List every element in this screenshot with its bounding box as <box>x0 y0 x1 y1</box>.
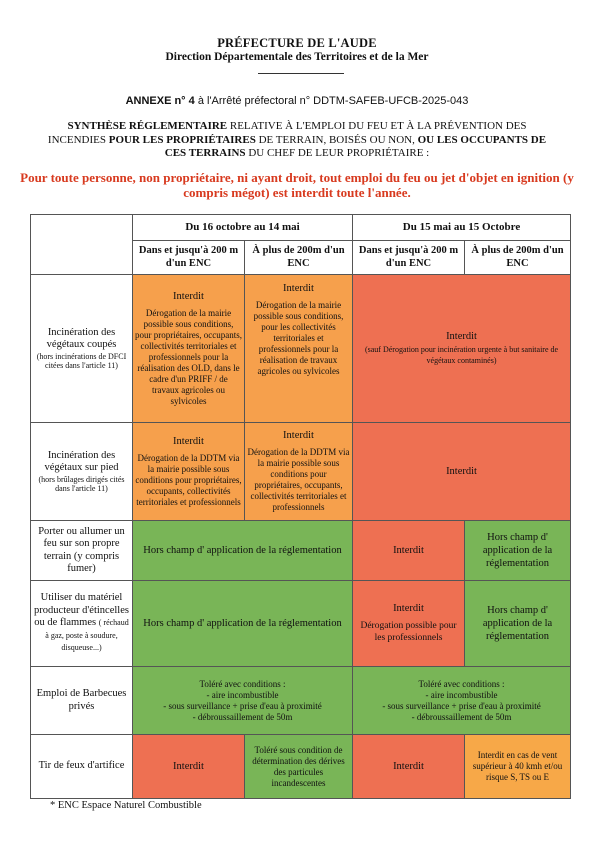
cell-status <box>133 275 245 423</box>
cell-text: Dérogation de la DDTM via la mairie possible sous conditions pour propriétaires, occupants, collectivités territoriales et professionnels <box>247 447 350 512</box>
row-label-materiel <box>31 581 133 667</box>
cell-title: Interdit <box>283 430 314 441</box>
row-label-text: Utiliser du matériel producteur d'étincelles ou de flammes <box>34 592 129 629</box>
cell-status: Toléré sous condition de détermination des dérives des particules incandescentes <box>245 735 353 799</box>
cell-text: Dérogation de la mairie possible sous conditions, pour propriétaires, occupants, collectivités territoriales et professionnels pour la réalisation des OLD, dans le cadre d'un PRIFF / de travaux agricoles ou sylvicoles <box>135 307 242 406</box>
footnote: * ENC Espace Naturel Combustible <box>50 800 202 811</box>
table-row <box>31 667 571 735</box>
cell-title: Interdit <box>173 290 204 302</box>
cell-status <box>353 581 465 667</box>
synthese-t1: RELATIVE À L'EMPLOI DU FEU ET À LA PRÉVENTION DES INCENDIES <box>47 120 527 146</box>
synthese-title <box>40 120 554 161</box>
cell-title: Interdit <box>173 435 204 447</box>
cell-status: Hors champ d' application de la réglementation <box>133 521 353 581</box>
cell-status: Interdit en cas de vent supérieur à 40 kmh et/ou risque S, TS ou E <box>465 735 571 799</box>
cell-line: Toléré avec conditions : <box>418 678 505 689</box>
cell-title: Interdit <box>446 331 477 342</box>
cell-status: Interdit <box>353 521 465 581</box>
synthese-b2: POUR LES PROPRIÉTAIRES <box>108 133 256 146</box>
direction-title: Direction Départementale des Territoires et de la Mer <box>165 51 429 63</box>
cell-line: - sous surveillance + prise d'eau à proximité <box>163 700 322 711</box>
cell-text: (sauf Dérogation pour incinération urgente à but sanitaire de végétaux contaminés) <box>364 345 559 365</box>
period2-header: Du 15 mai au 15 Octobre <box>353 215 571 241</box>
cell-title: Interdit <box>283 283 314 294</box>
cell-status <box>353 275 571 423</box>
cell-status: Interdit <box>133 735 245 799</box>
table-row <box>31 581 571 667</box>
period1-header: Du 16 octobre au 14 mai <box>133 215 353 241</box>
cell-status <box>133 423 245 521</box>
cell-status <box>245 275 353 423</box>
cell-line: - sous surveillance + prise d'eau à proximité <box>382 700 541 711</box>
cell-status <box>353 667 571 735</box>
cell-text: Dérogation de la mairie possible sous conditions, pour les collectivités territoriales et professionnels pour la réalisation de travaux agricoles ou sylvicoles <box>253 300 344 376</box>
synthese-b3: OU LES OCCUPANTS DE CES TERRAINS <box>164 133 547 159</box>
row-label-barbecues: Emploi de Barbecues privés <box>31 667 133 735</box>
col-far-header: À plus de 200m d'un ENC <box>465 241 571 275</box>
cell-status: Interdit <box>353 735 465 799</box>
warning-text: Pour toute personne, non propriétaire, ni ayant droit, tout emploi du feu ou jet d'objet en ignition (y compris mégot) est interdit toute l'année. <box>20 170 574 200</box>
cell-text: Dérogation de la DDTM via la mairie possible sous conditions pour propriétaires, occupants, collectivités territoriales et professionnels <box>135 452 242 507</box>
cell-line: - aire incombustible <box>206 689 279 700</box>
cell-status: Hors champ d' application de la réglementation <box>465 581 571 667</box>
cell-line: - aire incombustible <box>425 689 498 700</box>
annexe-label: ANNEXE n° 4 <box>125 95 195 107</box>
row-label-incineration-pied <box>31 423 133 521</box>
table-row <box>31 521 571 581</box>
row-label-note: (hors incinérations de DFCI citées dans l'article 11) <box>36 351 127 370</box>
synthese-t2: DE TERRAIN, BOISÉS OU NON, <box>255 133 418 146</box>
cell-line: - débroussaillement de 50m <box>411 711 512 722</box>
cell-status: Hors champ d' application de la réglementation <box>465 521 571 581</box>
row-label-note: (hors brûlages dirigés cités dans l'article 11) <box>38 474 125 493</box>
synthese-b1: SYNTHÈSE RÉGLEMENTAIRE <box>67 120 228 132</box>
col-near-header: Dans et jusqu'à 200 m d'un ENC <box>133 241 245 275</box>
synthese-t3: DU CHEF DE LEUR PROPRIÉTAIRE : <box>245 147 430 159</box>
row-label-porter-feu: Porter ou allumer un feu sur son propre terrain (y compris fumer) <box>31 521 133 581</box>
cell-title: Interdit <box>393 603 424 614</box>
cell-status <box>245 423 353 521</box>
cell-text: Dérogation possible pour les professionnels <box>360 621 457 643</box>
table-row <box>31 275 571 423</box>
annexe-text: à l'Arrêté préfectoral n° DDTM-SAFEB-UFCB-2025-043 <box>194 95 469 107</box>
col-near-header: Dans et jusqu'à 200 m d'un ENC <box>353 241 465 275</box>
row-label-artifice: Tir de feux d'artifice <box>31 735 133 799</box>
prefecture-title: PRÉFECTURE DE L'AUDE <box>217 36 377 50</box>
row-label-note: ( réchaud à gaz, poste à soudure, disqueuse...) <box>45 618 129 653</box>
regulation-table <box>30 214 571 799</box>
annexe-line <box>0 95 594 107</box>
cell-status <box>133 667 353 735</box>
col-far-header: À plus de 200m d'un ENC <box>245 241 353 275</box>
corner-cell <box>31 215 133 275</box>
table-row <box>31 215 571 241</box>
cell-status: Hors champ d' application de la réglementation <box>133 581 353 667</box>
cell-line: - débroussaillement de 50m <box>192 711 293 722</box>
row-label-incineration-coupes <box>31 275 133 423</box>
header-divider <box>258 73 344 74</box>
cell-line: Toléré avec conditions : <box>199 678 286 689</box>
row-label-text: Incinération des végétaux coupés <box>46 326 117 350</box>
table-row <box>31 423 571 521</box>
table-row <box>31 735 571 799</box>
row-label-text: Incinération des végétaux sur pied <box>44 449 119 473</box>
cell-status: Interdit <box>353 423 571 521</box>
